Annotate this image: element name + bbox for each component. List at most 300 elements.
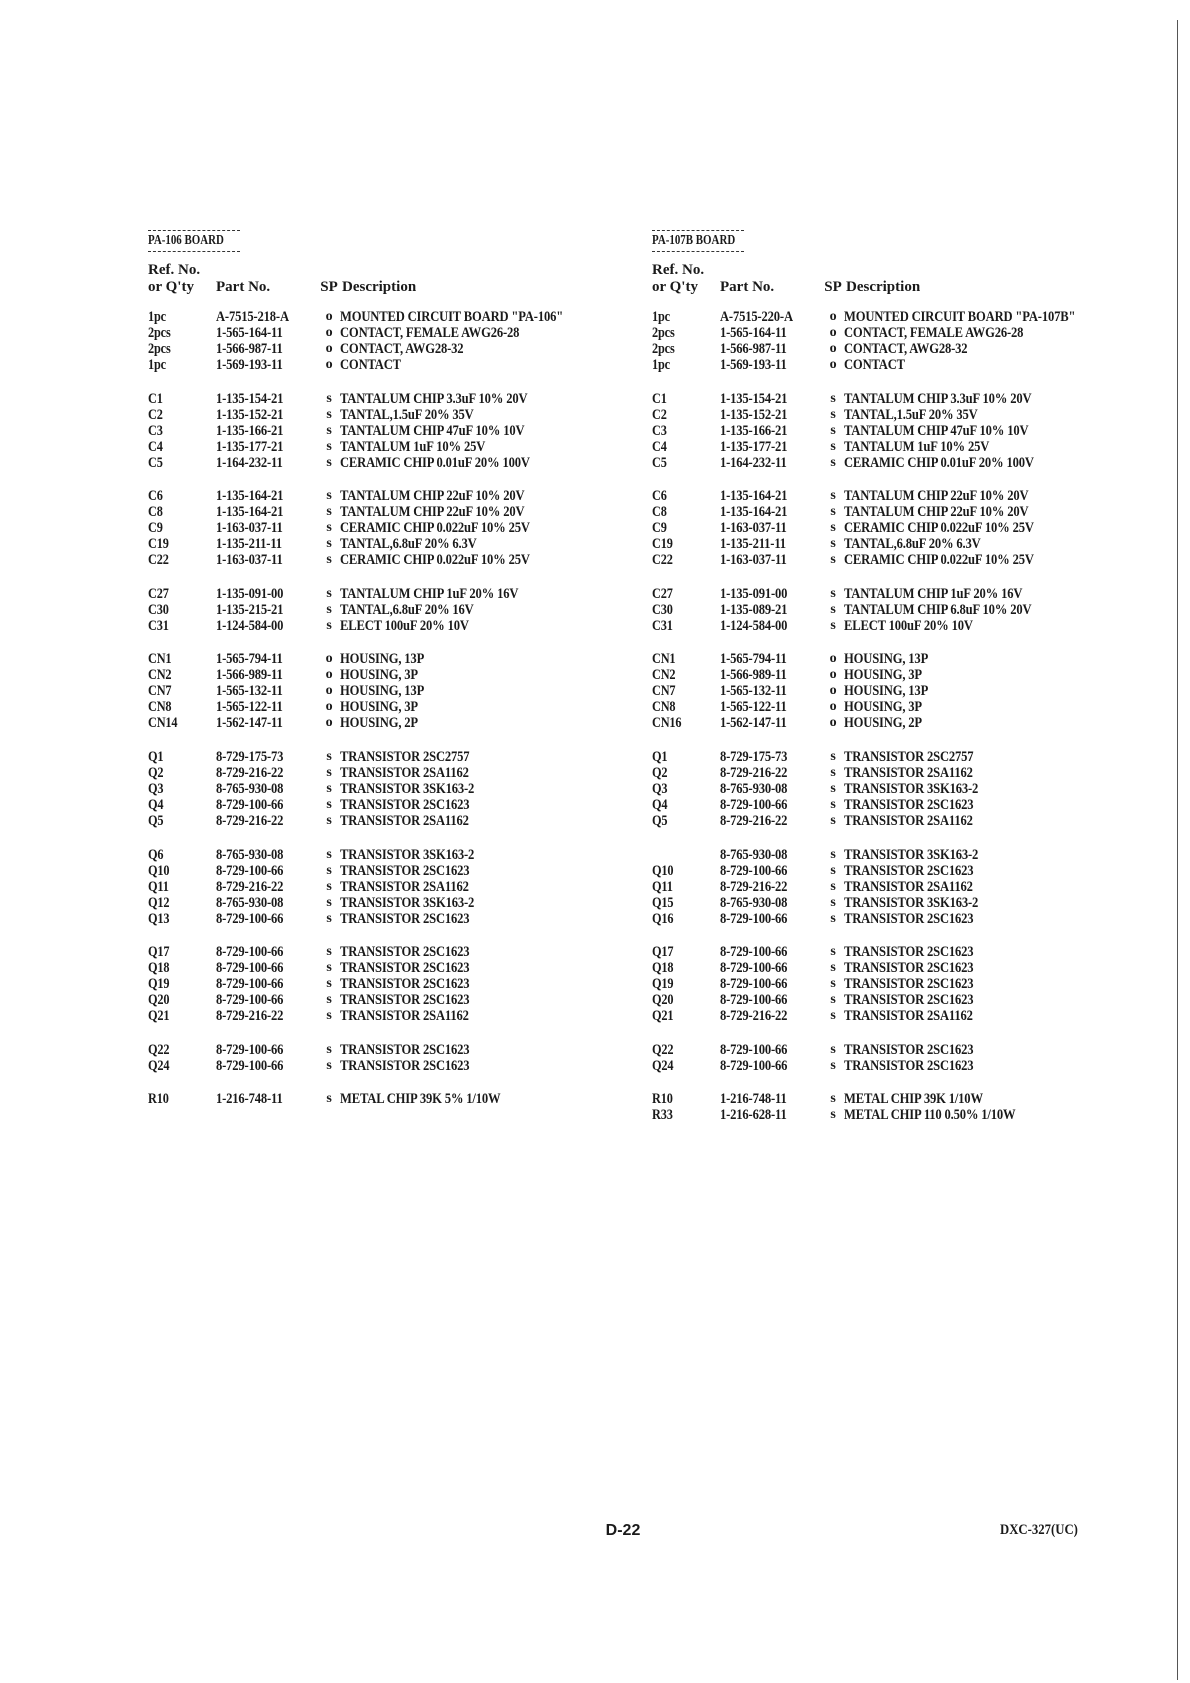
- ref-no: CN7: [652, 683, 676, 700]
- part-row: [652, 488, 1122, 504]
- sp-flag: s: [830, 910, 836, 926]
- sp-flag: s: [326, 488, 332, 504]
- sp-flag: s: [326, 960, 332, 976]
- description: TRANSISTOR 2SA1162: [340, 1008, 469, 1025]
- part-no: 8-729-100-66: [720, 796, 788, 813]
- part-no: 8-729-100-66: [216, 960, 284, 977]
- part-no: 1-135-211-11: [216, 536, 282, 553]
- part-row: [148, 715, 618, 731]
- ref-no: C27: [148, 585, 169, 602]
- part-no: 8-729-100-66: [720, 1041, 788, 1058]
- parts-group: [148, 586, 618, 634]
- board-title: PA-107B BOARD: [652, 233, 736, 248]
- description: TANTALUM CHIP 47uF 10% 10V: [340, 422, 525, 439]
- parts-group: [148, 847, 618, 927]
- part-row: [148, 911, 618, 927]
- description: CERAMIC CHIP 0.022uF 10% 25V: [844, 520, 1034, 537]
- part-row: [148, 765, 618, 781]
- ref-no: Q19: [148, 976, 170, 993]
- ref-no: C4: [652, 438, 667, 455]
- ref-no: CN2: [148, 667, 172, 684]
- sp-flag: s: [326, 1057, 332, 1073]
- sp-flag: s: [326, 454, 332, 470]
- sp-flag: s: [830, 422, 836, 438]
- sp-flag: o: [325, 667, 333, 683]
- part-row: [148, 879, 618, 895]
- part-no: 8-729-100-66: [216, 910, 284, 927]
- description: TRANSISTOR 2SA1162: [844, 812, 973, 829]
- description: HOUSING, 2P: [340, 715, 418, 732]
- description: HOUSING, 13P: [340, 683, 425, 700]
- sp-flag: o: [829, 325, 837, 340]
- ref-no: C3: [148, 422, 163, 439]
- ref-no: Q20: [652, 992, 674, 1009]
- part-row: [652, 976, 1122, 992]
- ref-no: C3: [652, 422, 667, 439]
- part-row: [148, 667, 618, 683]
- part-no: A-7515-218-A: [216, 309, 289, 325]
- sp-flag: s: [326, 796, 332, 812]
- sp-flag: o: [325, 683, 333, 699]
- sp-flag: s: [830, 796, 836, 812]
- sp-flag: s: [830, 1091, 836, 1107]
- header-desc: Description: [342, 279, 417, 295]
- sp-flag: s: [830, 438, 836, 454]
- description: TRANSISTOR 2SC1623: [340, 862, 470, 879]
- ref-no: C6: [148, 488, 163, 505]
- description: CERAMIC CHIP 0.022uF 10% 25V: [340, 552, 530, 569]
- ref-no: C19: [148, 536, 169, 553]
- part-row: [652, 1107, 1122, 1123]
- part-no: 8-765-930-08: [720, 894, 788, 911]
- ref-no: Q15: [652, 894, 674, 911]
- header-desc: Description: [846, 279, 921, 295]
- description: TRANSISTOR 2SC1623: [844, 960, 974, 977]
- sp-flag: s: [326, 878, 332, 894]
- description: MOUNTED CIRCUIT BOARD "PA-106": [340, 309, 564, 325]
- header-ref-line2: or Q'ty: [148, 279, 194, 295]
- ref-no: CN14: [148, 715, 178, 732]
- sp-flag: s: [830, 406, 836, 422]
- part-row: [652, 1058, 1122, 1074]
- sp-flag: s: [326, 910, 332, 926]
- part-no: 1-124-584-00: [720, 617, 788, 634]
- ref-no: Q2: [148, 764, 164, 781]
- part-no: 1-135-154-21: [216, 390, 284, 407]
- ref-no: C4: [148, 438, 163, 455]
- page-number: D-22: [605, 1522, 641, 1539]
- ref-no: CN1: [652, 651, 676, 668]
- part-no: 1-135-152-21: [720, 406, 788, 423]
- sp-flag: s: [830, 1008, 836, 1024]
- sp-flag: s: [326, 862, 332, 878]
- part-no: 8-729-100-66: [720, 910, 788, 927]
- sp-flag: s: [830, 862, 836, 878]
- sp-flag: o: [829, 309, 837, 324]
- part-row: [652, 357, 1122, 373]
- part-no: 1-163-037-11: [720, 520, 787, 537]
- part-no: 1-565-164-11: [720, 325, 787, 341]
- part-no: 8-729-216-22: [720, 764, 788, 781]
- ref-no: Q18: [148, 960, 170, 977]
- part-row: [148, 781, 618, 797]
- part-no: A-7515-220-A: [720, 309, 793, 325]
- sp-flag: s: [830, 617, 836, 633]
- description: CONTACT: [844, 357, 905, 373]
- ref-no: CN8: [148, 699, 172, 716]
- sp-flag: s: [326, 536, 332, 552]
- part-no: 1-566-989-11: [720, 667, 787, 684]
- sp-flag: o: [325, 715, 333, 731]
- part-no: 8-729-100-66: [216, 862, 284, 879]
- sp-flag: s: [326, 846, 332, 862]
- description: METAL CHIP 39K 1/10W: [844, 1091, 983, 1108]
- part-no: 1-135-166-21: [720, 422, 788, 439]
- description: TRANSISTOR 2SC1623: [844, 976, 974, 993]
- part-no: 8-765-930-08: [216, 894, 284, 911]
- part-row: [148, 960, 618, 976]
- ref-no: C1: [652, 390, 667, 407]
- part-row: [652, 895, 1122, 911]
- ref-no: CN16: [652, 715, 682, 732]
- description: TRANSISTOR 2SC1623: [844, 862, 974, 879]
- ref-no: Q1: [148, 748, 164, 765]
- part-row: [148, 1058, 618, 1074]
- sp-flag: s: [830, 878, 836, 894]
- description: CERAMIC CHIP 0.022uF 10% 25V: [340, 520, 530, 537]
- description: TANTALUM CHIP 3.3uF 10% 20V: [844, 390, 1032, 407]
- part-row: [652, 797, 1122, 813]
- part-row: [652, 781, 1122, 797]
- part-row: [652, 618, 1122, 634]
- part-no: 8-729-175-73: [720, 748, 788, 765]
- description: TRANSISTOR 2SC1623: [844, 992, 974, 1009]
- part-row: [148, 536, 618, 552]
- description: TRANSISTOR 3SK163-2: [340, 846, 475, 863]
- sp-flag: s: [830, 1107, 836, 1123]
- description: TRANSISTOR 2SC1623: [340, 944, 470, 961]
- ref-no: C27: [652, 585, 673, 602]
- ref-no: Q20: [148, 992, 170, 1009]
- part-row: [652, 715, 1122, 731]
- ref-no: CN2: [652, 667, 676, 684]
- part-row: [148, 504, 618, 520]
- ref-no: CN8: [652, 699, 676, 716]
- sp-flag: s: [326, 504, 332, 520]
- part-no: 1-565-132-11: [720, 683, 787, 700]
- part-row: [148, 797, 618, 813]
- description: TRANSISTOR 2SC1623: [340, 910, 470, 927]
- description: TRANSISTOR 2SC1623: [340, 796, 470, 813]
- part-row: [652, 863, 1122, 879]
- ref-no: Q4: [652, 796, 668, 813]
- sp-flag: s: [830, 585, 836, 601]
- part-no: 1-135-091-00: [216, 585, 284, 602]
- ref-no: Q6: [148, 846, 164, 863]
- part-row: [148, 992, 618, 1008]
- ref-no: C1: [148, 390, 163, 407]
- sp-flag: s: [326, 1008, 332, 1024]
- ref-no: C30: [148, 601, 169, 618]
- part-no: 1-164-232-11: [720, 454, 787, 471]
- part-row: [148, 586, 618, 602]
- part-no: 1-135-215-21: [216, 601, 284, 618]
- ref-no: Q10: [652, 862, 674, 879]
- sp-flag: s: [830, 1057, 836, 1073]
- part-row: [148, 895, 618, 911]
- part-row: [652, 391, 1122, 407]
- part-no: 1-135-177-21: [216, 438, 284, 455]
- part-no: 1-135-211-11: [720, 536, 786, 553]
- part-row: [652, 586, 1122, 602]
- parts-group: [652, 309, 1122, 373]
- part-row: [148, 423, 618, 439]
- sp-flag: s: [830, 764, 836, 780]
- description: ELECT 100uF 20% 10V: [844, 617, 973, 634]
- model-code: DXC-327(UC): [1000, 1522, 1078, 1538]
- part-no: 1-135-152-21: [216, 406, 284, 423]
- part-no: 1-562-147-11: [720, 715, 787, 732]
- part-row: [652, 683, 1122, 699]
- ref-no: C8: [148, 504, 163, 521]
- ref-no: 2pcs: [148, 325, 171, 341]
- sp-flag: s: [830, 944, 836, 960]
- sp-flag: o: [325, 651, 333, 667]
- parts-group: [652, 749, 1122, 829]
- ref-no: C6: [652, 488, 667, 505]
- header-ref: [652, 262, 720, 296]
- parts-group: [148, 1042, 618, 1074]
- sp-flag: s: [326, 520, 332, 536]
- sp-flag: s: [326, 585, 332, 601]
- description: CONTACT, AWG28-32: [844, 341, 968, 357]
- sp-flag: s: [326, 764, 332, 780]
- description: TRANSISTOR 2SC1623: [340, 1041, 470, 1058]
- part-row: [148, 439, 618, 455]
- sp-flag: o: [829, 341, 837, 356]
- parts-group: [148, 488, 618, 568]
- description: HOUSING, 3P: [340, 699, 418, 716]
- ref-no: Q18: [652, 960, 674, 977]
- ref-no: Q1: [652, 748, 668, 765]
- parts-list: [148, 309, 618, 1107]
- ref-no: C5: [148, 454, 163, 471]
- part-no: 1-569-193-11: [720, 357, 787, 373]
- header-sp: SP: [320, 279, 338, 295]
- ref-no: C19: [652, 536, 673, 553]
- part-no: 8-729-100-66: [720, 1057, 788, 1074]
- ref-no: 1pc: [148, 309, 166, 325]
- description: TANTAL,6.8uF 20% 6.3V: [340, 536, 477, 553]
- part-row: [652, 813, 1122, 829]
- part-no: 1-216-748-11: [720, 1091, 787, 1108]
- ref-no: C22: [652, 552, 673, 569]
- part-row: [652, 504, 1122, 520]
- part-no: 1-163-037-11: [216, 552, 283, 569]
- sp-flag: s: [830, 552, 836, 568]
- description: TRANSISTOR 3SK163-2: [340, 894, 475, 911]
- sp-flag: s: [830, 390, 836, 406]
- part-row: [652, 1042, 1122, 1058]
- description: CONTACT: [340, 357, 401, 373]
- part-row: [652, 325, 1122, 341]
- description: TRANSISTOR 2SA1162: [340, 812, 469, 829]
- description: TRANSISTOR 3SK163-2: [844, 780, 979, 797]
- part-row: [148, 847, 618, 863]
- sp-flag: s: [830, 992, 836, 1008]
- description: CERAMIC CHIP 0.022uF 10% 25V: [844, 552, 1034, 569]
- part-no: 8-765-930-08: [216, 846, 284, 863]
- sp-flag: o: [829, 667, 837, 683]
- part-no: 8-765-930-08: [216, 780, 284, 797]
- part-row: [148, 455, 618, 471]
- ref-no: C31: [652, 617, 673, 634]
- part-no: 8-729-100-66: [216, 976, 284, 993]
- header-ref: [148, 262, 216, 296]
- sp-flag: s: [830, 976, 836, 992]
- description: TRANSISTOR 2SA1162: [340, 764, 469, 781]
- part-no: 8-729-216-22: [216, 878, 284, 895]
- description: CONTACT, AWG28-32: [340, 341, 464, 357]
- description: MOUNTED CIRCUIT BOARD "PA-107B": [844, 309, 1076, 325]
- ref-no: Q22: [148, 1041, 170, 1058]
- description: TRANSISTOR 2SA1162: [844, 1008, 973, 1025]
- ref-no: Q24: [652, 1057, 674, 1074]
- parts-group: [148, 391, 618, 471]
- parts-group: [148, 309, 618, 373]
- part-no: 8-729-100-66: [216, 1057, 284, 1074]
- description: TRANSISTOR 2SC1623: [340, 1057, 470, 1074]
- board-title: PA-106 BOARD: [148, 233, 224, 248]
- ref-no: Q22: [652, 1041, 674, 1058]
- description: TRANSISTOR 2SC1623: [844, 1041, 974, 1058]
- sp-flag: s: [830, 894, 836, 910]
- sp-flag: s: [326, 992, 332, 1008]
- description: TRANSISTOR 2SA1162: [844, 878, 973, 895]
- sp-flag: s: [830, 812, 836, 828]
- ref-no: Q3: [148, 780, 164, 797]
- part-no: 8-729-100-66: [216, 992, 284, 1009]
- part-row: [652, 847, 1122, 863]
- description: HOUSING, 3P: [844, 667, 922, 684]
- sp-flag: s: [326, 552, 332, 568]
- description: TRANSISTOR 2SC1623: [844, 910, 974, 927]
- ref-no: CN1: [148, 651, 172, 668]
- ref-no: Q12: [148, 894, 170, 911]
- sp-flag: o: [829, 715, 837, 731]
- parts-list: [652, 309, 1122, 1123]
- ref-no: Q3: [652, 780, 668, 797]
- part-no: 1-163-037-11: [720, 552, 787, 569]
- sp-flag: s: [830, 1041, 836, 1057]
- ref-no: Q21: [652, 1008, 674, 1025]
- sp-flag: s: [326, 390, 332, 406]
- description: METAL CHIP 110 0.50% 1/10W: [844, 1107, 1016, 1124]
- description: HOUSING, 13P: [844, 683, 929, 700]
- part-row: [652, 341, 1122, 357]
- ref-no: C8: [652, 504, 667, 521]
- part-no: 8-729-216-22: [216, 764, 284, 781]
- part-row: [148, 683, 618, 699]
- part-no: 8-729-100-66: [720, 944, 788, 961]
- part-no: 1-565-164-11: [216, 325, 283, 341]
- description: ELECT 100uF 20% 10V: [340, 617, 469, 634]
- part-row: [148, 391, 618, 407]
- ref-no: Q2: [652, 764, 668, 781]
- title-rule-bottom: [148, 251, 240, 252]
- ref-no: Q17: [148, 944, 170, 961]
- description: TANTALUM CHIP 22uF 10% 20V: [340, 504, 525, 521]
- ref-no: C2: [652, 406, 667, 423]
- ref-no: Q16: [652, 910, 674, 927]
- part-row: [652, 992, 1122, 1008]
- sp-flag: s: [326, 812, 332, 828]
- description: TANTALUM CHIP 6.8uF 10% 20V: [844, 601, 1032, 618]
- part-no: 8-729-100-66: [720, 976, 788, 993]
- part-row: [652, 1091, 1122, 1107]
- ref-no: 1pc: [652, 309, 670, 325]
- part-row: [148, 1042, 618, 1058]
- part-row: [148, 309, 618, 325]
- description: TANTALUM 1uF 10% 25V: [340, 438, 486, 455]
- ref-no: CN7: [148, 683, 172, 700]
- header-part: Part No.: [216, 279, 271, 295]
- sp-flag: s: [830, 454, 836, 470]
- parts-group: [148, 944, 618, 1024]
- part-no: 8-729-216-22: [216, 812, 284, 829]
- header-ref-line1: Ref. No.: [652, 262, 705, 278]
- description: TRANSISTOR 2SC1623: [844, 1057, 974, 1074]
- sp-flag: o: [829, 357, 837, 372]
- part-row: [148, 813, 618, 829]
- description: TANTAL,6.8uF 20% 16V: [340, 601, 474, 618]
- sp-flag: s: [326, 894, 332, 910]
- sp-flag: s: [830, 520, 836, 536]
- description: TRANSISTOR 2SC1623: [340, 992, 470, 1009]
- part-no: 1-566-989-11: [216, 667, 283, 684]
- part-row: [652, 699, 1122, 715]
- description: TANTAL,1.5uF 20% 35V: [844, 406, 978, 423]
- description: METAL CHIP 39K 5% 1/10W: [340, 1091, 501, 1108]
- description: TRANSISTOR 2SC1623: [340, 976, 470, 993]
- ref-no: C22: [148, 552, 169, 569]
- board-section-pa106: [148, 230, 618, 1125]
- column-header: [148, 262, 618, 296]
- ref-no: C30: [652, 601, 673, 618]
- part-row: [652, 1008, 1122, 1024]
- part-row: [148, 944, 618, 960]
- ref-no: C9: [148, 520, 163, 537]
- header-part: Part No.: [720, 279, 775, 295]
- sp-flag: s: [326, 601, 332, 617]
- parts-group: [652, 391, 1122, 471]
- ref-no: 2pcs: [148, 341, 171, 357]
- part-no: 8-729-216-22: [720, 878, 788, 895]
- description: TANTALUM CHIP 22uF 10% 20V: [844, 504, 1029, 521]
- part-row: [652, 749, 1122, 765]
- parts-group: [652, 1042, 1122, 1074]
- part-no: 1-163-037-11: [216, 520, 283, 537]
- part-no: 1-135-164-21: [216, 488, 284, 505]
- part-row: [148, 357, 618, 373]
- description: TRANSISTOR 2SC1623: [340, 960, 470, 977]
- sp-flag: s: [830, 601, 836, 617]
- part-row: [652, 552, 1122, 568]
- description: TRANSISTOR 2SA1162: [340, 878, 469, 895]
- description: TANTALUM 1uF 10% 25V: [844, 438, 990, 455]
- part-no: 1-566-987-11: [720, 341, 787, 357]
- parts-group: [652, 586, 1122, 634]
